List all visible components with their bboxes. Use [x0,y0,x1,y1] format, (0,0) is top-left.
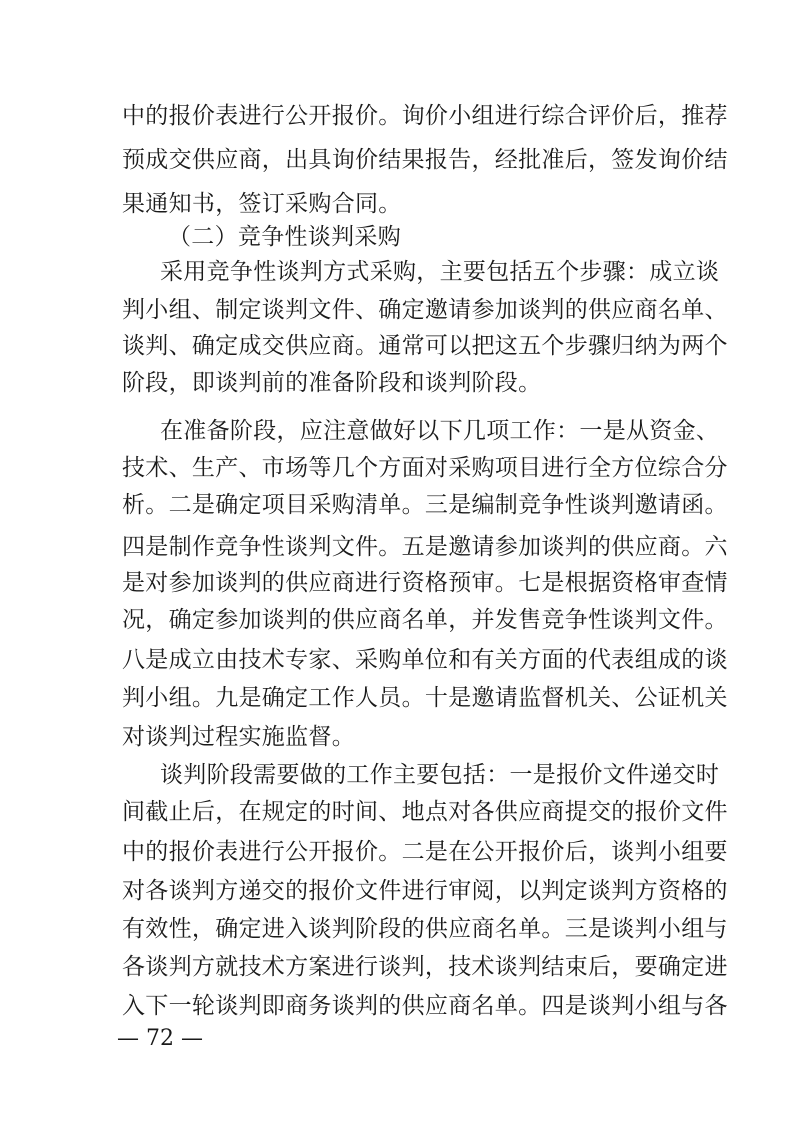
body-text-line: 谈判、确定成交供应商。通常可以把这五个步骤归纳为两个 [122,333,728,359]
body-text-line: 况，确定参加谈判的供应商名单，并发售竞争性谈判文件。 [122,607,728,633]
body-text-line: 采用竞争性谈判方式采购，主要包括五个步骤：成立谈 [160,259,720,285]
body-text-line: 技术、生产、市场等几个方面对采购项目进行全方位综合分 [122,455,728,481]
body-text-line: 中的报价表进行公开报价。询价小组进行综合评价后，推荐 [122,103,728,129]
body-text-line: 析。二是确定项目采购清单。三是编制竞争性谈判邀请函。 [122,492,728,518]
body-text-line: 间截止后，在规定的时间、地点对各供应商提交的报价文件 [122,799,728,825]
body-text-line: 四是制作竞争性谈判文件。五是邀请参加谈判的供应商。六 [122,534,728,560]
body-text-line: 判小组、制定谈判文件、确定邀请参加谈判的供应商名单、 [122,297,728,323]
body-text-line: 八是成立由技术专家、采购单位和有关方面的代表组成的谈 [122,647,728,673]
body-text-line: 判小组。九是确定工作人员。十是邀请监督机关、公证机关 [122,685,728,711]
page-number: — 72 — [117,1026,203,1051]
body-text-line: 对各谈判方递交的报价文件进行审阅，以判定谈判方资格的 [122,878,728,904]
section-heading: （二）竞争性谈判采购 [168,224,401,250]
body-text-line: 果通知书，签订采购合同。 [122,191,402,217]
body-text-line: 在准备阶段，应注意做好以下几项工作：一是从资金、 [160,418,720,444]
body-text-line: 预成交供应商，出具询价结果报告，经批准后，签发询价结 [122,147,728,173]
body-text-line: 是对参加谈判的供应商进行资格预审。七是根据资格审查情 [122,570,728,596]
body-text-line: 入下一轮谈判即商务谈判的供应商名单。四是谈判小组与各 [122,993,728,1019]
body-text-line: 对谈判过程实施监督。 [122,724,355,750]
body-text-line: 中的报价表进行公开报价。二是在公开报价后，谈判小组要 [122,839,728,865]
body-text-line: 谈判阶段需要做的工作主要包括：一是报价文件递交时 [160,762,720,788]
body-text-line: 各谈判方就技术方案进行谈判，技术谈判结束后，要确定进 [122,954,728,980]
body-text-line: 有效性，确定进入谈判阶段的供应商名单。三是谈判小组与 [122,916,728,942]
body-text-line: 阶段，即谈判前的准备阶段和谈判阶段。 [122,370,542,396]
